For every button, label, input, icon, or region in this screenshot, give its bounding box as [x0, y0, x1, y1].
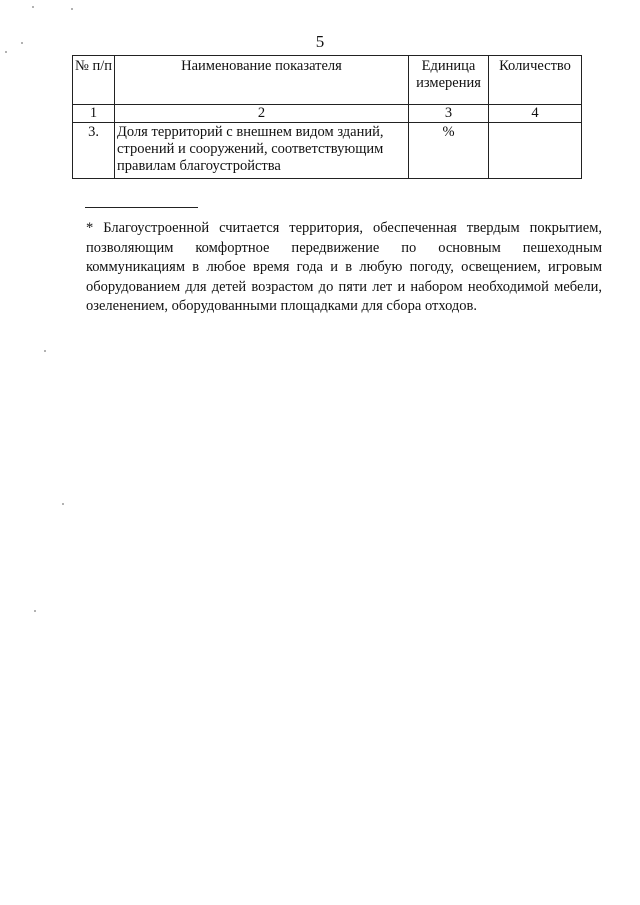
header-unit: Единица измерения	[409, 56, 489, 105]
footnote-separator	[85, 207, 198, 208]
column-number-row	[73, 105, 582, 123]
header-row-number: № п/п	[73, 56, 115, 105]
indicator-name-cell: Доля территорий с внешнем видом зданий, строений и сооружений, соответствующим правилам благоустройства	[115, 123, 409, 179]
column-number: 4	[489, 105, 582, 123]
indicators-table	[72, 55, 582, 179]
table-row	[73, 123, 582, 179]
column-number: 1	[73, 105, 115, 123]
table-header-row	[73, 56, 582, 105]
header-indicator-name: Наименование показателя	[115, 56, 409, 105]
column-number: 2	[115, 105, 409, 123]
column-number: 3	[409, 105, 489, 123]
unit-cell: %	[409, 123, 489, 179]
quantity-cell	[489, 123, 582, 179]
row-number-cell: 3.	[73, 123, 115, 179]
footnote-text: * Благоустроенной считается территория, обеспеченная твердым покрытием, позволяющим комфортное передвижение по основным пешеходным коммуникациям в любое время года и в любую погоду, освещением, игровым оборудованием для детей возрастом до пяти лет и набором необходимой мебели, озеленением, оборудованными площадками для сбора отходов.	[86, 220, 602, 315]
header-quantity: Количество	[489, 56, 582, 105]
page-number: 5	[315, 32, 325, 51]
